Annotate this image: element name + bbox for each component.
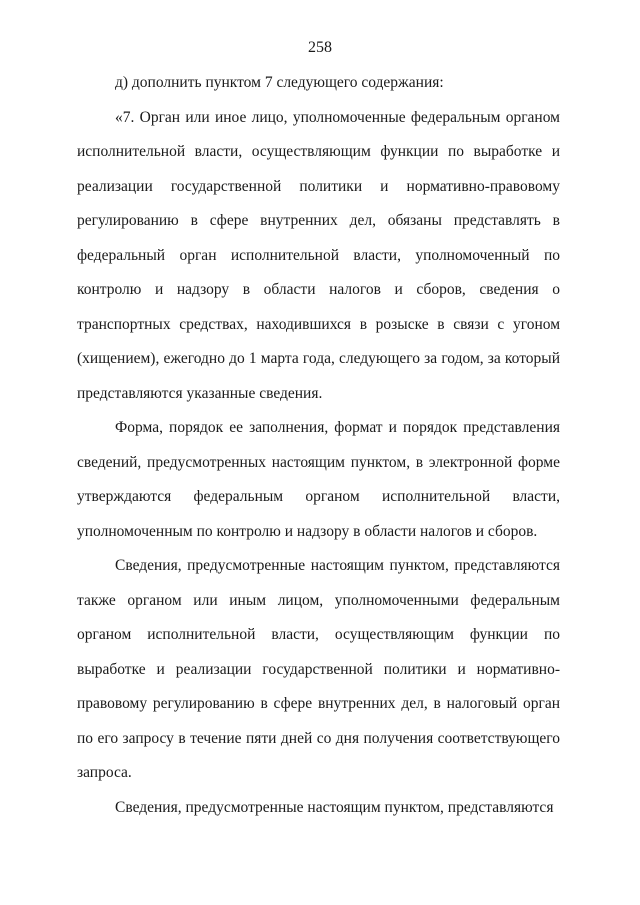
paragraph-info-by-request: Сведения, предусмотренные настоящим пунктом, представляются также органом или иным лицом, уполномоченными федеральным органом исполнительной власти, осуществляющим функции по выработке и реализации государственной политики и нормативно-правовому регулированию в сфере внутренних дел, в налоговый орган по его запросу в течение пяти дней со дня получения соответствующего запроса. [77, 557, 560, 781]
paragraph-item-7: «7. Орган или иное лицо, уполномоченные федеральным органом исполнительной власти, осуществляющим функции по выработке и реализации государственной политики и нормативно-правовому регулированию в сфере внутренних дел, обязаны представлять в федеральный орган исполнительной власти, уполномоченный по контролю и надзору в области налогов и сборов, сведения о транспортных средствах, находившихся в розыске в связи с угоном (хищением), ежегодно до 1 марта года, следующего за годом, за который представляются указанные сведения. [77, 108, 560, 402]
page-number: 258 [308, 39, 332, 56]
paragraph-form-order: Форма, порядок ее заполнения, формат и порядок представления сведений, предусмотренных настоящим пунктом, в электронной форме утверждаются федеральным органом исполнительной власти, уполномоченным по контролю и надзору в области налогов и сборов. [77, 419, 560, 540]
paragraph-continued: Сведения, предусмотренные настоящим пунктом, представляются [115, 798, 554, 816]
document-body [77, 66, 560, 825]
paragraph-amendment-intro: д) дополнить пунктом 7 следующего содержания: [115, 74, 444, 91]
